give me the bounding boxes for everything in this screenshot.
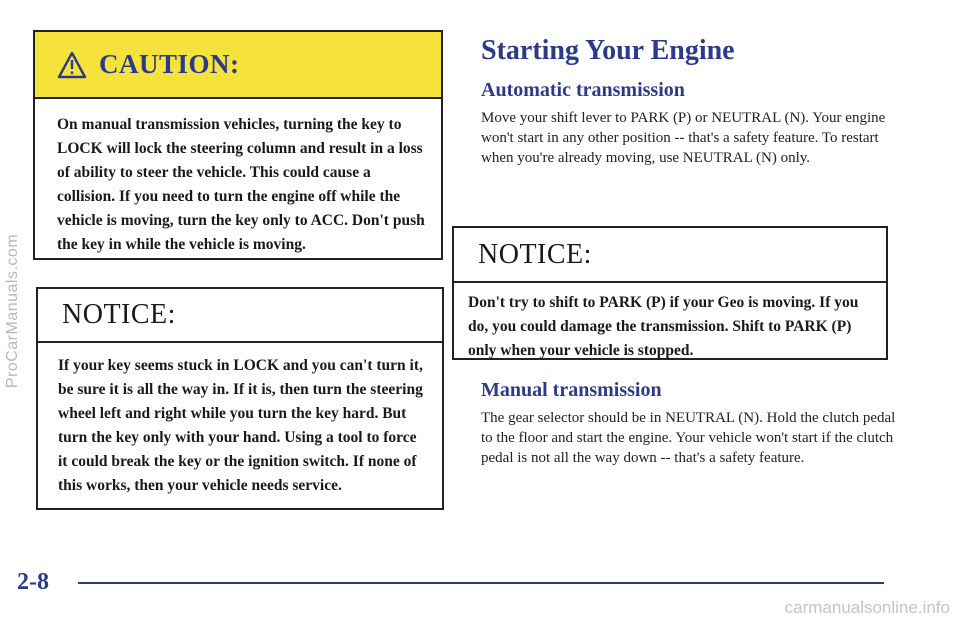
notice-text: If your key seems stuck in LOCK and you can't turn it, be sure it is all the way in. If it is, then turn the steering wheel left and right while you turn the key hard. But turn the key only with your hand. Using a tool to force it could break the key or the ignition switch. If none of this works, then your vehicle needs service. <box>58 357 423 494</box>
notice-text: Don't try to shift to PARK (P) if your Geo is moving. If you do, you could damage the transmission. Shift to PARK (P) only when your vehicle is stopped. <box>468 294 859 359</box>
notice-header <box>38 289 442 343</box>
automatic-transmission-text: Move your shift lever to PARK (P) or NEUTRAL (N). Your engine won't start in any other position -- that's a safety feature. To restart when you're already moving, use NEUTRAL (N) only. <box>481 110 886 166</box>
caution-header <box>35 32 441 99</box>
notice-header <box>454 228 886 283</box>
side-watermark-text: ProCarManuals.com <box>4 233 22 388</box>
side-watermark <box>2 0 24 621</box>
caution-text: On manual transmission vehicles, turning the key to LOCK will lock the steering column and result in a loss of ability to steer the vehicle. This could cause a collision. If you need to turn the engine off while the vehicle is moving, turn the key only to ACC. Don't push the key in while the vehicle is moving. <box>57 116 425 253</box>
bottom-watermark: carmanualsonline.info <box>784 598 950 617</box>
automatic-transmission-heading: Automatic transmission <box>481 79 685 101</box>
warning-triangle-icon <box>57 51 87 79</box>
notice-title: NOTICE: <box>62 299 176 330</box>
manual-transmission-text: The gear selector should be in NEUTRAL (N). Hold the clutch pedal to the floor and start the engine. Your vehicle won't start if the clutch pedal is not all the way down -- that's a safety feature. <box>481 410 896 466</box>
manual-transmission-heading: Manual transmission <box>481 379 662 401</box>
section-title: Starting Your Engine <box>481 35 735 66</box>
notice-box-park <box>452 226 888 360</box>
page-number: 2-8 <box>17 569 49 595</box>
caution-title: CAUTION: <box>99 49 240 79</box>
footer-rule <box>78 582 884 584</box>
notice-box-key <box>36 287 444 510</box>
caution-box <box>33 30 443 260</box>
notice-title: NOTICE: <box>478 238 592 270</box>
